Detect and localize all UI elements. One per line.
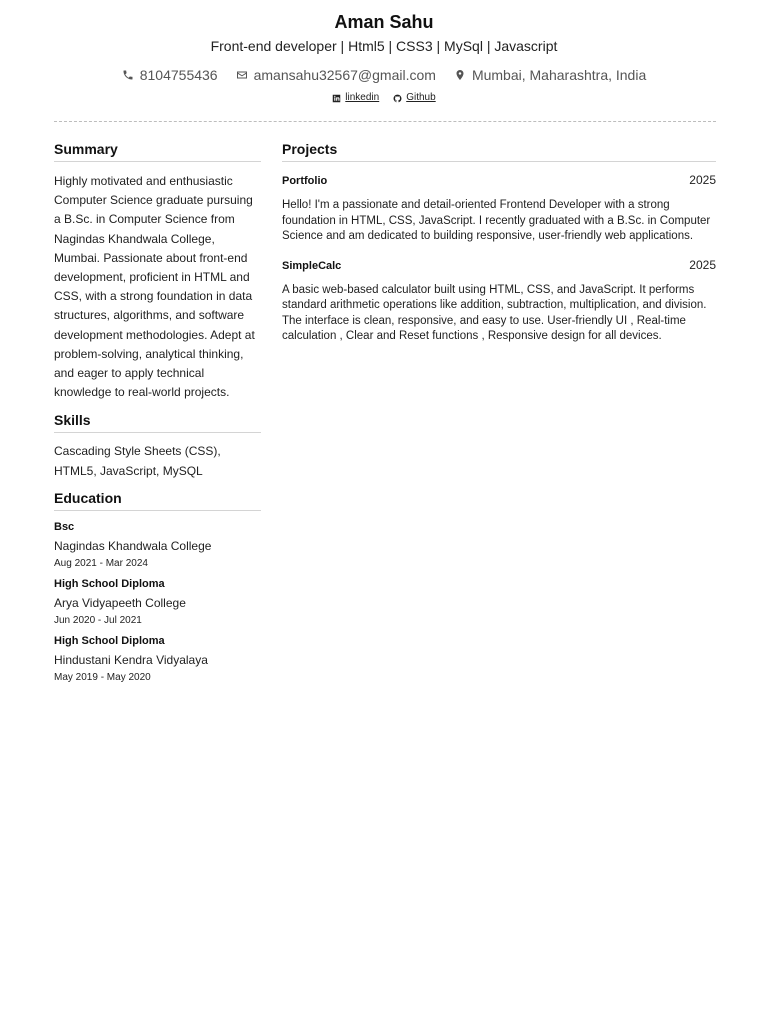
phone-number: 8104755436 — [139, 67, 218, 83]
project-header — [282, 258, 716, 274]
skills-text: Cascading Style Sheets (CSS), HTML5, JavaScript, MySQL — [54, 444, 221, 478]
education-entry — [54, 634, 261, 684]
project-name: Portfolio — [282, 175, 328, 187]
education-school: Hindustani Kendra Vidyalaya — [54, 652, 208, 667]
education-dates: Jun 2020 - Jul 2021 — [54, 614, 142, 626]
summary-section — [54, 140, 261, 402]
education-degree: High School Diploma — [54, 577, 165, 590]
education-entry — [54, 520, 261, 570]
right-column — [282, 140, 716, 345]
github-label: Github — [406, 92, 436, 103]
projects-heading: Projects — [282, 140, 716, 162]
skills-section — [54, 411, 261, 480]
summary-text: Highly motivated and enthusiastic Computer Science graduate pursuing a B.Sc. in Computer Science from Nagindas Khandwala College, Mumbai. Passionate about front-end development, proficient in HTML and CSS, with a strong foundation in data structures, algorithms, and software development methodologies. Adept at problem-solving, analytical thinking, and eager to apply technical knowledge to real-world projects. — [54, 174, 255, 400]
project-entry — [282, 173, 716, 245]
project-description: A basic web-based calculator built using HTML, CSS, and JavaScript. It performs standard arithmetic operations like addition, subtraction, multiplication, and division. The interface is clean, responsive, and easy to use. User-friendly UI , Real-time calculation , Clear and Reset functions , Responsive design for all devices. — [282, 283, 707, 342]
education-degree: High School Diploma — [54, 634, 165, 647]
projects-section — [282, 140, 716, 345]
project-description: Hello! I'm a passionate and detail-oriented Frontend Developer with a strong foundation in HTML, CSS, JavaScript. I recently graduated with a B.Sc. in Computer Science and am dedicated to building responsive, user-friendly web applications. — [282, 199, 711, 242]
linkedin-link[interactable] — [332, 91, 379, 105]
email-address: amansahu32567@gmail.com — [253, 67, 436, 83]
github-icon — [393, 94, 402, 103]
map-pin-icon — [454, 69, 466, 81]
education-school: Arya Vidyapeeth College — [54, 595, 186, 610]
education-dates: Aug 2021 - Mar 2024 — [54, 557, 148, 569]
project-year: 2025 — [689, 173, 716, 187]
envelope-icon — [236, 69, 248, 81]
education-entry — [54, 577, 261, 627]
email-contact[interactable] — [236, 65, 436, 85]
linkedin-label: linkedin — [345, 92, 380, 103]
linkedin-icon — [332, 94, 341, 103]
resume-header — [0, 0, 768, 105]
github-link[interactable] — [393, 91, 435, 105]
project-entry — [282, 258, 716, 345]
left-column — [54, 140, 261, 684]
education-heading: Education — [54, 489, 261, 511]
location-contact — [454, 65, 646, 85]
summary-heading: Summary — [54, 140, 261, 162]
header-divider — [54, 121, 716, 122]
education-section — [54, 489, 261, 684]
project-year: 2025 — [689, 257, 716, 272]
profile-links — [0, 91, 768, 105]
location-text: Mumbai, Maharashtra, India — [471, 67, 647, 83]
candidate-title: Front-end developer | Html5 | CSS3 | MySql | Javascript — [210, 38, 558, 54]
project-name: SimpleCalc — [282, 259, 342, 272]
education-degree: Bsc — [54, 520, 75, 533]
phone-icon — [122, 69, 134, 81]
education-school: Nagindas Khandwala College — [54, 538, 212, 553]
project-header — [282, 173, 716, 189]
contact-row — [0, 65, 768, 85]
candidate-name: Aman Sahu — [334, 12, 434, 32]
phone-contact[interactable] — [122, 65, 218, 85]
education-dates: May 2019 - May 2020 — [54, 671, 151, 683]
skills-heading: Skills — [54, 411, 261, 433]
